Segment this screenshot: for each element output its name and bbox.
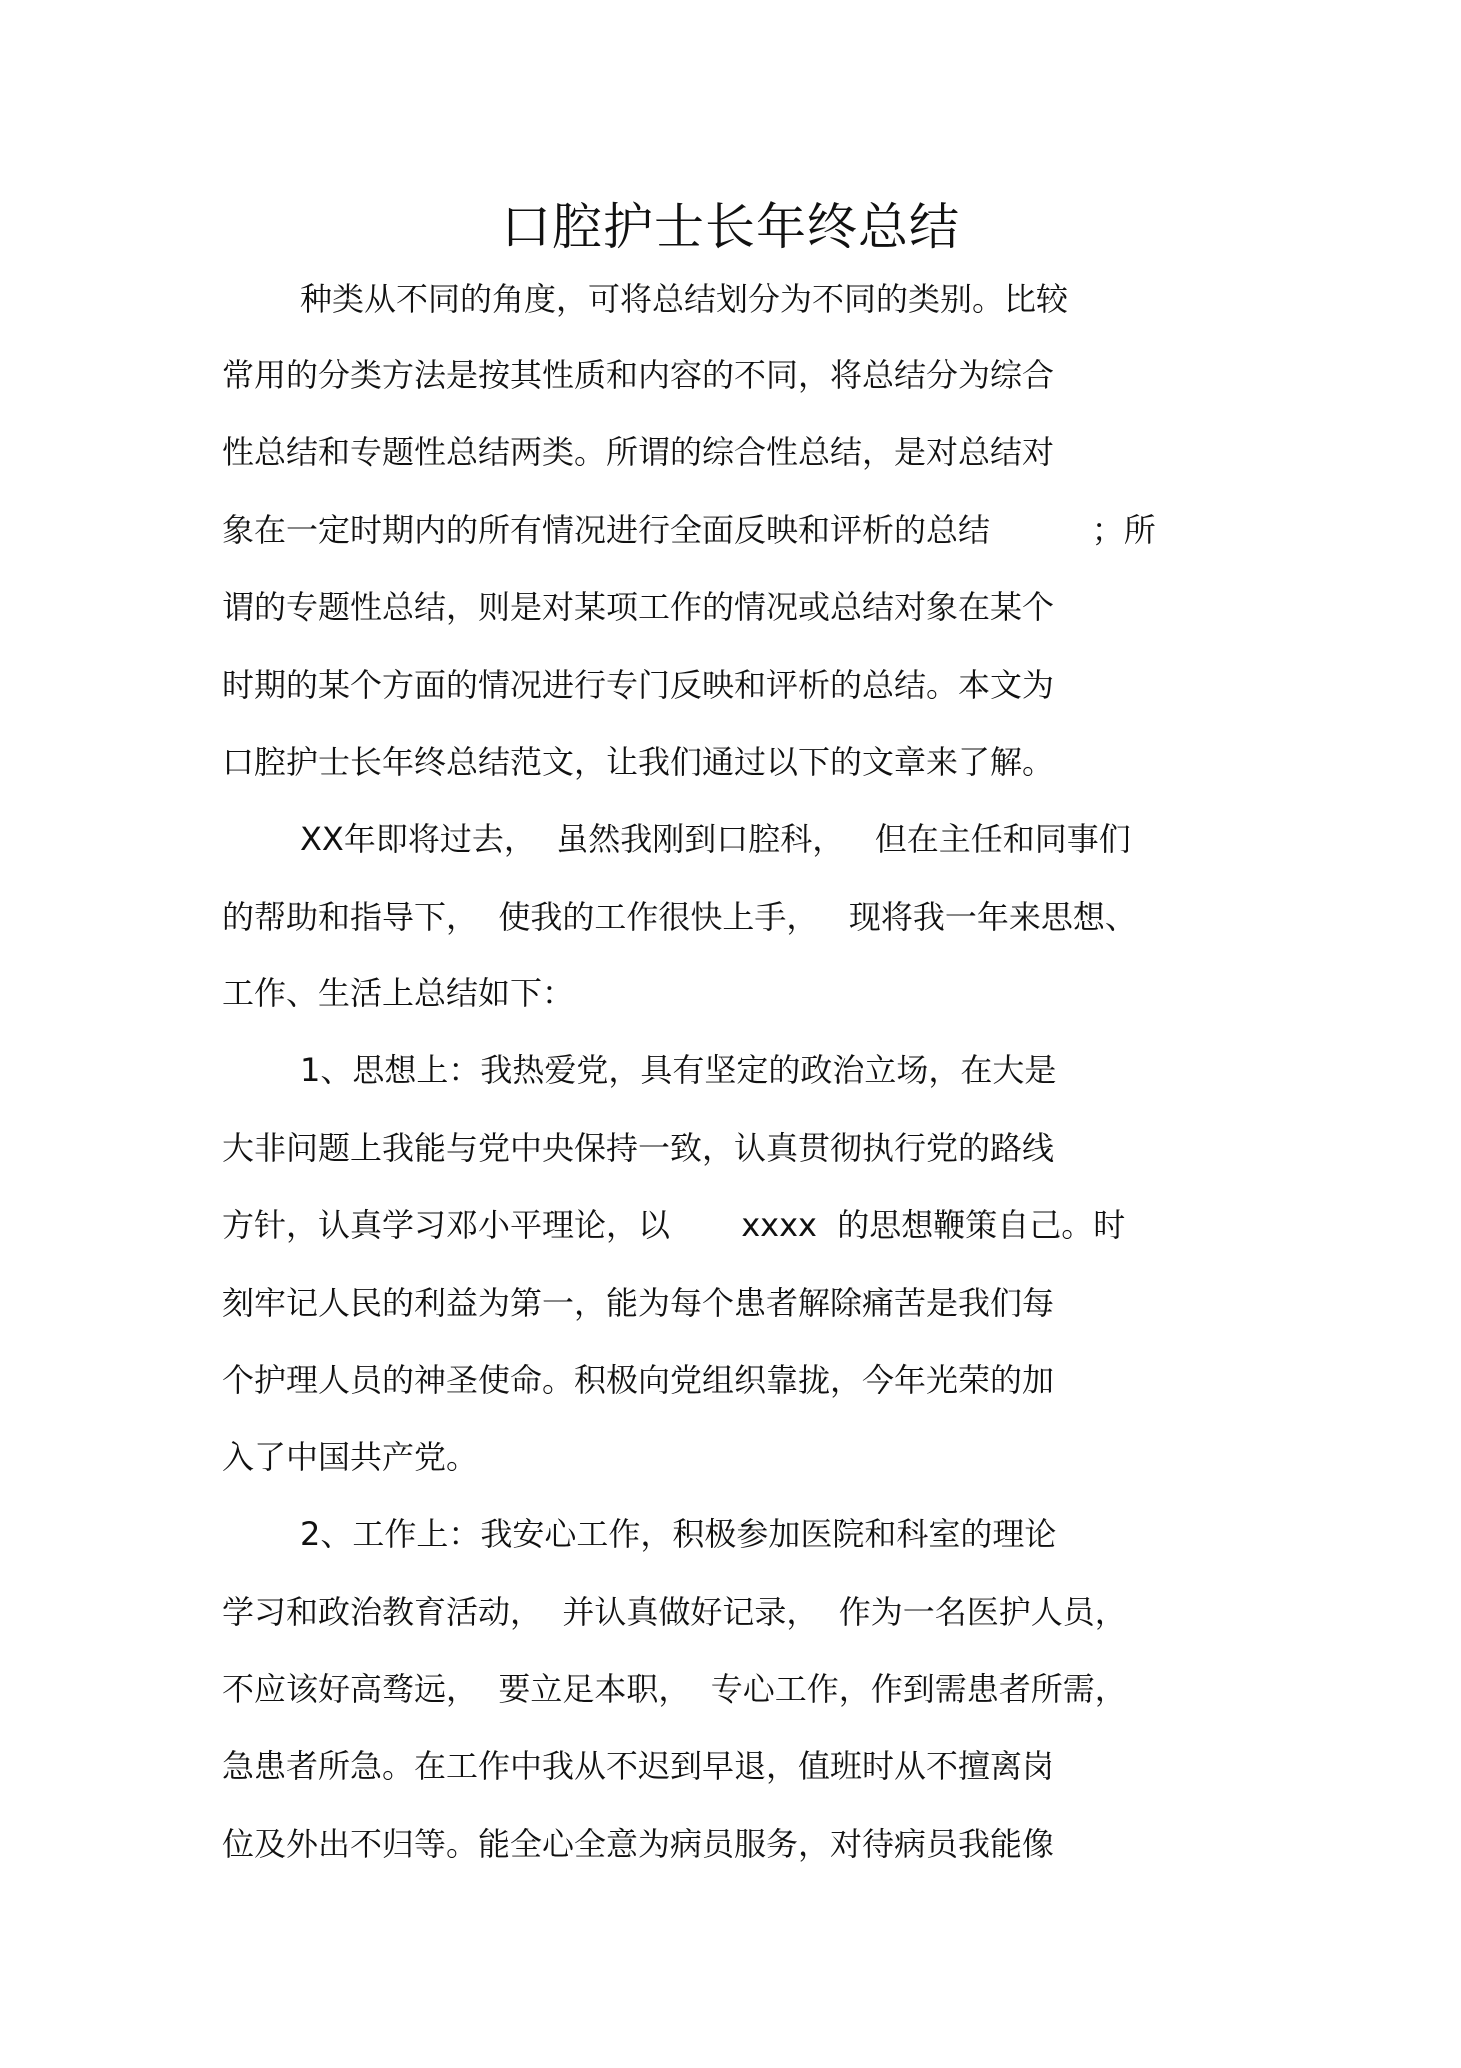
paragraph-line: 2、工作上：我安心工作，积极参加医院和科室的理论 — [300, 1515, 1057, 1553]
paragraph-line: 常用的分类方法是按其性质和内容的不同，将总结分为综合 — [222, 356, 1055, 394]
paragraph-line: 象在一定时期内的所有情况进行全面反映和评析的总结 ；所 — [222, 511, 1156, 549]
paragraph-line: 急患者所急。在工作中我从不迟到早退，值班时从不擅离岗 — [222, 1747, 1055, 1785]
paragraph-line: 1、思想上：我热爱党，具有坚定的政治立场，在大是 — [300, 1051, 1057, 1089]
paragraph-line: 的帮助和指导下， 使我的工作很快上手， 现将我一年来思想、 — [222, 898, 1137, 936]
paragraph-line: 不应该好高骛远， 要立足本职， 专心工作，作到需患者所需， — [222, 1670, 1127, 1708]
paragraph-line: 性总结和专题性总结两类。所谓的综合性总结，是对总结对 — [222, 433, 1055, 471]
paragraph-line: 时期的某个方面的情况进行专门反映和评析的总结。本文为 — [222, 666, 1055, 704]
paragraph-line: 入了中国共产党。 — [222, 1438, 479, 1476]
document-title: 口腔护士长年终总结 — [501, 198, 960, 256]
paragraph-line: 方针，认真学习邓小平理论，以 xxxx 的思想鞭策自己。时 — [222, 1206, 1126, 1244]
paragraph-line: 种类从不同的角度，可将总结划分为不同的类别。比较 — [300, 280, 1069, 318]
paragraph-line: 口腔护士长年终总结范文，让我们通过以下的文章来了解。 — [222, 743, 1055, 781]
paragraph-line: XX年即将过去， 虽然我刚到口腔科， 但在主任和同事们 — [300, 820, 1131, 858]
paragraph-line: 位及外出不归等。能全心全意为病员服务，对待病员我能像 — [222, 1825, 1055, 1863]
paragraph-line: 刻牢记人民的利益为第一，能为每个患者解除痛苦是我们每 — [222, 1284, 1055, 1322]
paragraph-line: 谓的专题性总结，则是对某项工作的情况或总结对象在某个 — [222, 588, 1055, 626]
paragraph-line: 个护理人员的神圣使命。积极向党组织靠拢，今年光荣的加 — [222, 1361, 1055, 1399]
paragraph-line: 学习和政治教育活动， 并认真做好记录， 作为一名医护人员， — [222, 1593, 1127, 1631]
paragraph-line: 大非问题上我能与党中央保持一致，认真贯彻执行党的路线 — [222, 1129, 1055, 1167]
paragraph-line: 工作、生活上总结如下： — [222, 974, 575, 1012]
